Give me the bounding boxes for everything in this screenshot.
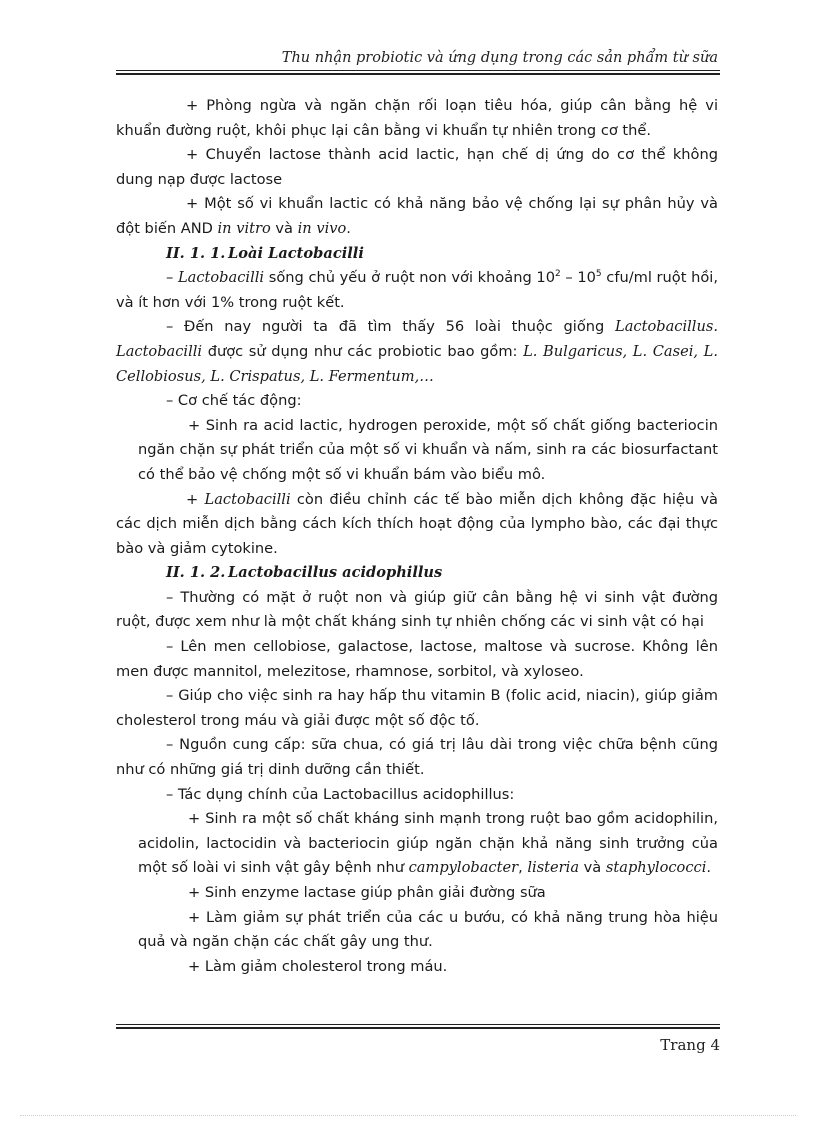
italic-term: listeria	[527, 859, 580, 877]
text-run: và	[270, 219, 298, 237]
text-run: .	[346, 219, 351, 237]
text-run: + Sinh ra một số chất kháng sinh mạnh trong ruột bao gồm acidophilin, acidolin, lactocidin và bacteriocin giúp ngăn chặn khả năng sinh trưởng của một số loài vi sinh vật gây bệnh như	[138, 810, 718, 877]
superscript: 5	[595, 269, 602, 280]
italic-term: staphylococci	[605, 859, 707, 877]
italic-term: in vitro	[217, 219, 271, 237]
italic-term: in vivo	[297, 219, 347, 237]
superscript: 2	[554, 269, 561, 280]
section2-paragraph-2: – Lên men cellobiose, galactose, lactose, maltose và sucrose. Không lên men được mannitol, melezitose, rhamnose, sorbitol, và xyloseo.	[116, 638, 718, 680]
section1-paragraph-5	[116, 488, 718, 562]
footer-double-rule	[116, 1024, 720, 1029]
text-run: – Đến nay người ta đã tìm thấy 56 loài thuộc giống	[166, 318, 616, 336]
italic-term: campylobacter	[408, 859, 519, 877]
text-run: ,	[518, 859, 528, 877]
text-run: + Một số vi khuẩn lactic có khả năng bảo vệ chống lại sự phân hủy và đột biến AND	[116, 195, 718, 237]
section2-paragraph-7: + Sinh enzyme lactase giúp phân giải đường sữa	[188, 884, 546, 901]
text-run: – 10	[560, 269, 596, 287]
text-run: +	[186, 490, 205, 508]
section2-paragraph-8: + Làm giảm sự phát triển của các u bướu, có khả năng trung hòa hiệu quả và ngăn chặn các chất gây ung thư.	[138, 908, 718, 951]
text-run: và	[579, 859, 606, 877]
section1-paragraph-1	[116, 266, 718, 315]
italic-species-list: L. Bulgaricus, L. Casei, L. Cellobiosus, L. Crispatus, L. Fermentum,…	[116, 342, 718, 385]
section-heading-2	[116, 561, 718, 586]
italic-term: Lactobacilli	[204, 490, 291, 508]
section-number: II. 1. 2.	[166, 564, 226, 582]
section2-paragraph-1: – Thường có mặt ở ruột non và giúp giữ cân bằng hệ vi sinh vật đường ruột, được xem như là một chất kháng sinh tự nhiên chống các vi sinh vật có hại	[116, 588, 718, 631]
running-header-title: Thu nhận probiotic và ứng dụng trong các sản phẩm từ sữa	[281, 50, 718, 66]
text-run: .	[706, 859, 711, 877]
text-run: còn điều chỉnh các tế bào miễn dịch không đặc hiệu và các dịch miễn dịch bằng cách kích thích hoạt động của lympho bào, các đại thực bào và giảm cytokine.	[116, 490, 718, 557]
section1-paragraph-2	[116, 315, 718, 389]
section2-paragraph-9: + Làm giảm cholesterol trong máu.	[188, 957, 448, 975]
page-edge-dotted-line	[20, 1115, 796, 1116]
section2-paragraph-6	[116, 807, 718, 881]
italic-term: Lactobacillus. Lactobacilli	[116, 318, 718, 360]
section2-paragraph-3: – Giúp cho việc sinh ra hay hấp thu vitamin B (folic acid, niacin), giúp giảm cholesterol trong máu và giải được một số độc tố.	[116, 687, 718, 729]
intro-paragraph-1: + Phòng ngừa và ngăn chặn rối loạn tiêu hóa, giúp cân bằng hệ vi khuẩn đường ruột, khôi phục lại cân bằng vi khuẩn tự nhiên trong cơ thể.	[116, 97, 718, 139]
section1-paragraph-4: + Sinh ra acid lactic, hydrogen peroxide, một số chất giống bacteriocin ngăn chặn sự phát triển của một số vi khuẩn và nấm, sinh ra các biosurfactant có thể bảo vệ chống một số vi khuẩn bám vào biểu mô.	[138, 416, 718, 483]
text-run: sống chủ yếu ở ruột non với khoảng 10	[264, 269, 555, 287]
section-heading-1	[116, 242, 718, 267]
intro-paragraph-3	[116, 192, 718, 241]
text-run: –	[166, 269, 178, 287]
intro-paragraph-2: + Chuyển lactose thành acid lactic, hạn chế dị ứng do cơ thể không dung nạp được lactose	[116, 146, 718, 188]
section2-paragraph-4: – Nguồn cung cấp: sữa chua, có giá trị lâu dài trong việc chữa bệnh cũng như có những giá trị dinh dưỡng cần thiết.	[116, 736, 718, 779]
text-run: cfu/ml ruột hồi, và ít hơn với 1% trong ruột kết.	[116, 269, 718, 311]
section-title: Loài Lactobacilli	[228, 244, 364, 262]
section1-paragraph-3: – Cơ chế tác động:	[166, 392, 302, 410]
section2-paragraph-5: – Tác dụng chính của Lactobacillus acidophillus:	[166, 785, 515, 803]
section-title: Lactobacillus acidophillus	[228, 564, 443, 582]
text-run: được sử dụng như các probiotic bao gồm:	[202, 342, 524, 360]
document-body	[116, 94, 718, 979]
header-double-rule	[116, 70, 720, 75]
page-number: Trang 4	[660, 1036, 720, 1054]
italic-term: Lactobacilli	[177, 269, 265, 287]
section-number: II. 1. 1.	[166, 244, 226, 262]
